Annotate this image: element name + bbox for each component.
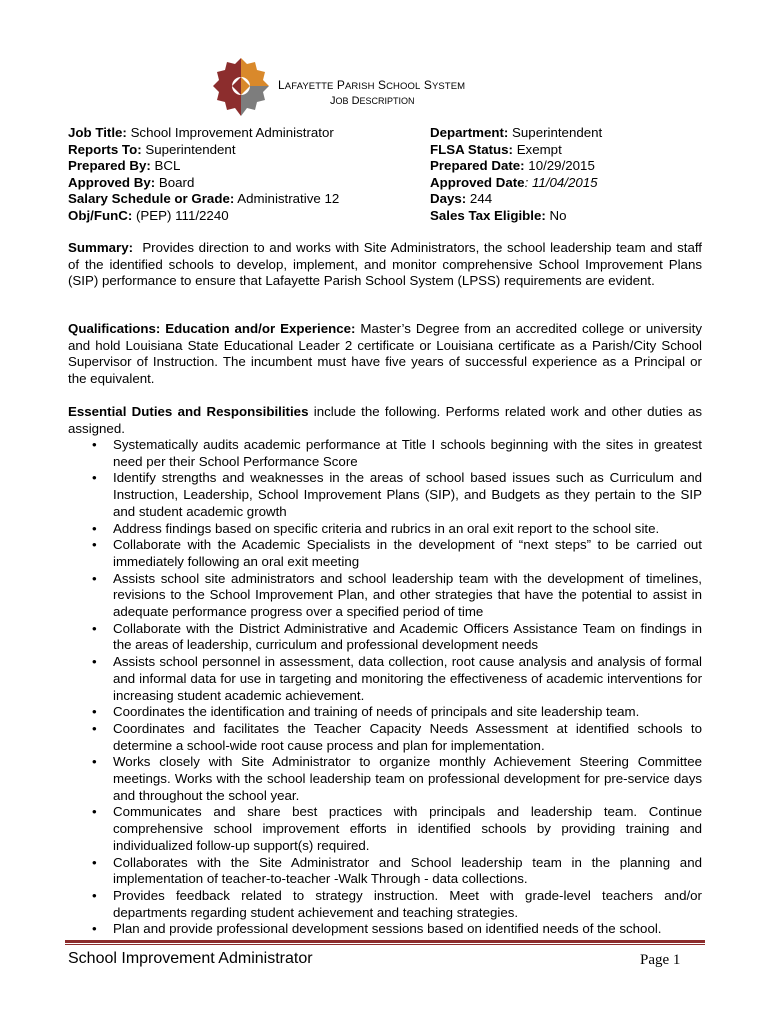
- footer-title: School Improvement Administrator: [68, 950, 313, 967]
- flsa-status-row: FLSA Status: Exempt: [430, 141, 562, 157]
- department-row: Department: Superintendent: [430, 125, 603, 140]
- footer-divider-thin: [65, 944, 705, 945]
- footer-divider: [65, 940, 705, 943]
- list-item: • Collaborates with the Site Administrator and School leadership team in the planning and implementation of teacher-to-teacher -Walk Through - data collections.: [92, 854, 702, 887]
- list-item: • Address findings based on specific criteria and rubrics in an oral exit report to the school site.: [92, 520, 660, 536]
- list-item: • Coordinates the identification and training of needs of principals and site leadership team.: [92, 704, 640, 720]
- approved-by-row: Approved By: Board: [68, 174, 195, 190]
- summary-paragraph: Summary: Provides direction to and works with Site Administrators, the school leadership team and staff of the identified schools to develop, implement, and monitor comprehensive School Improvement Plans (SIP) performance to ensure that Lafayette Parish School System (LPSS) requirements are evident.: [68, 240, 702, 289]
- list-item: • Coordinates and facilitates the Teacher Capacity Needs Assessment at identified schools to determine a school-wide root cause process and plan for implementation.: [92, 720, 702, 753]
- list-item: • Identify strengths and weaknesses in the areas of school based issues such as Curriculum and Instruction, Leadership, School Improvement Plans (SIP), and Budgets as they pertain to the SIP and student academic growth: [92, 470, 702, 519]
- list-item: • Assists school site administrators and school leadership team with the development of timelines, revisions to the School Improvement Plan, and other strategies that have the potential to assist in adequate performance progress over a specified period of time: [92, 570, 702, 620]
- prepared-by-row: Prepared By: BCL: [68, 158, 181, 174]
- lpss-logo-icon: [211, 56, 271, 118]
- job-title-row: Job Title: School Improvement Administrator: [68, 125, 334, 140]
- obj-func-row: Obj/FunC: (PEP) 111/2240: [68, 207, 229, 223]
- list-item: • Communicates and share best practices with principals and leadership team. Continue comprehensive school improvement efforts in identified schools by providing training and individualized follow-up support(s) required.: [92, 804, 702, 853]
- list-item: • Works closely with Site Administrator to organize monthly Achievement Steering Committee meetings. Works with the school leadership team on professional development for pre-service days and throughout the school year.: [92, 754, 702, 803]
- organization-name: LAFAYETTE PARISH SCHOOL SYSTEM: [278, 78, 466, 92]
- list-item: • Systematically audits academic performance at Title I schools beginning with the sites in greatest need per their School Performance Score: [92, 437, 702, 469]
- job-details-right: [430, 125, 730, 225]
- document-type: JOB DESCRIPTION: [330, 95, 415, 107]
- salary-schedule-row: Salary Schedule or Grade: Administrative 12: [68, 191, 340, 207]
- page-number: Page 1: [640, 952, 681, 968]
- approved-date-row: Approved Date: 11/04/2015: [430, 174, 598, 190]
- list-item: • Collaborate with the District Administrative and Academic Officers Assistance Team on findings in the areas of leadership, curriculum and professional development needs: [92, 620, 702, 653]
- list-item: • Collaborate with the Academic Specialists in the development of “next steps” to be carried out immediately following an oral exit meeting: [92, 537, 702, 569]
- job-details-left: [68, 125, 418, 225]
- duties-list: [68, 437, 702, 938]
- days-row: Days: 244: [430, 191, 493, 207]
- list-item: • Plan and provide professional development sessions based on identified needs of the school.: [92, 921, 662, 937]
- reports-to-row: Reports To: Superintendent: [68, 141, 236, 157]
- duties-intro: Essential Duties and Responsibilities include the following. Performs related work and other duties as assigned.: [68, 404, 702, 436]
- list-item: • Provides feedback related to strategy instruction. Meet with grade-level teachers and/or departments regarding student achievement and teaching strategies.: [92, 887, 702, 920]
- sales-tax-row: Sales Tax Eligible: No: [430, 207, 567, 223]
- list-item: • Assists school personnel in assessment, data collection, root cause analysis and analysis of formal and informal data for use in targeting and monitoring the effectiveness of academic interventions for increasing student academic achievement.: [92, 654, 702, 703]
- prepared-date-row: Prepared Date: 10/29/2015: [430, 158, 595, 174]
- qualifications-paragraph: Qualifications: Education and/or Experience: Master’s Degree from an accredited college or university and hold Louisiana State Educational Leader 2 certificate or Louisiana certificate as a Parish/City School Supervisor of Instruction. The incumbent must have five years of successful experience as a Principal or the equivalent.: [68, 321, 702, 386]
